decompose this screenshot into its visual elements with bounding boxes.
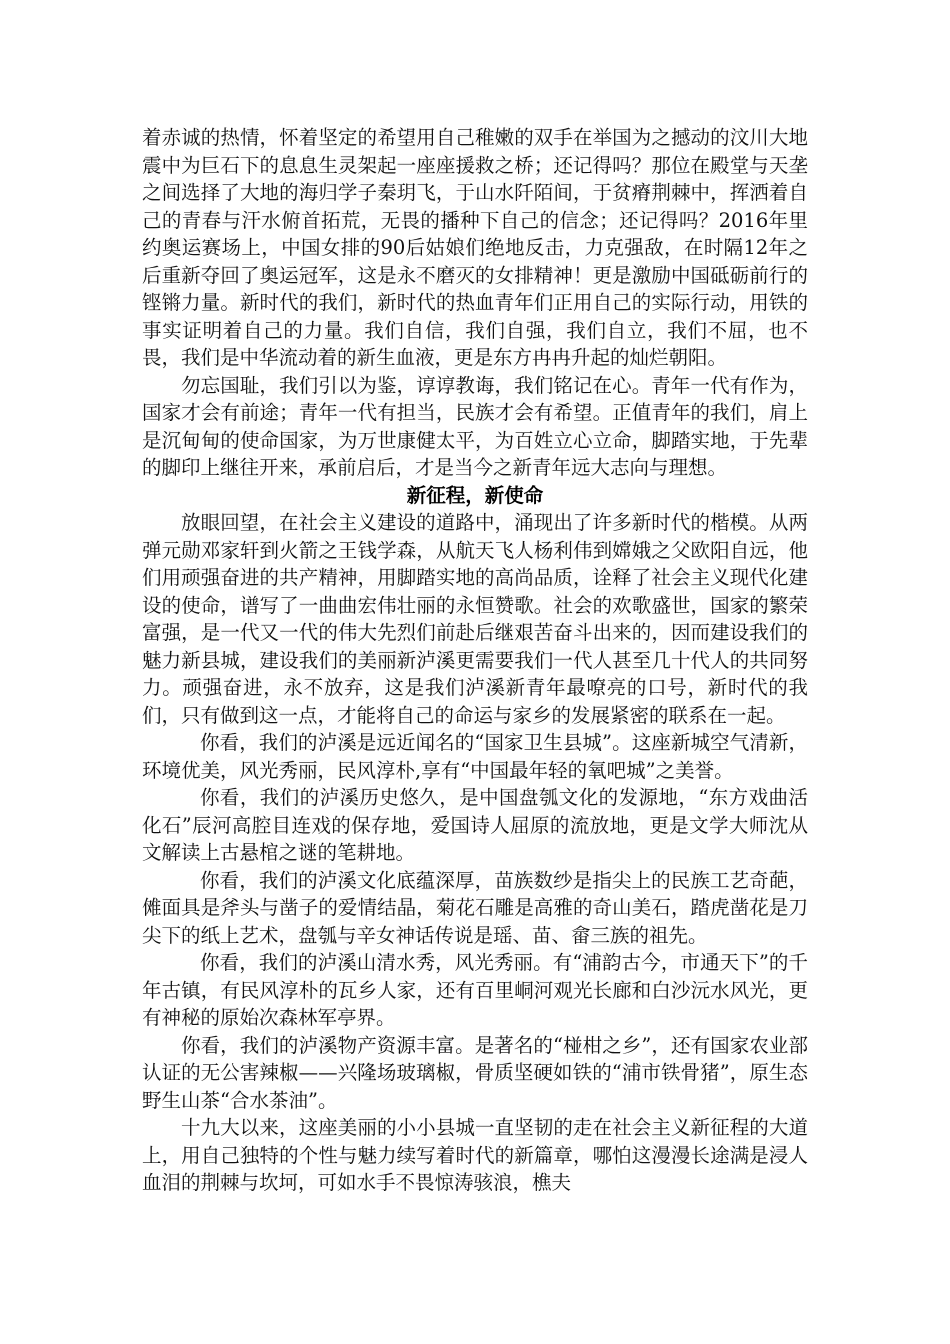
paragraph-health-county: 你看，我们的泸溪是远近闻名的“国家卫生县城”。这座新城空气清新，环境优美，风光秀丽，民风淳朴,享有“中国最年轻的氧吧城”之美誉。	[142, 731, 808, 782]
paragraph-national-humiliation: 勿忘国耻，我们引以为鉴，谆谆教诲，我们铭记在心。青年一代有作为，国家才会有前途；青年一代有担当，民族才会有希望。正值青年的我们，肩上是沉甸甸的使命国家，为万世康健太平，为百姓立心立命，脚踏实地，于先辈的脚印上继往开来，承前启后，才是当今之新青年远大志向与理想。	[142, 373, 808, 479]
paragraph-continuation: 着赤诚的热情，怀着坚定的希望用自己稚嫩的双手在举国为之撼动的汶川大地震中为巨石下的息息生灵架起一座座援救之桥；还记得吗？那位在殿堂与天垄之间选择了大地的海归学子秦玥飞，于山水阡陌间，于贫瘠荆棘中，挥洒着自己的青春与汗水俯首拓荒，无畏的播种下自己的信念；还记得吗？2016年里约奥运赛场上，中国女排的90后姑娘们绝地反击，力克强敌，在时隔12年之后重新夺回了奥运冠军，这是永不磨灭的女排精神！更是激励中国砥砺前行的铿锵力量。新时代的我们，新时代的热血青年们正用自己的实际行动，用铁的事实证明着自己的力量。我们自信，我们自强，我们自立，我们不屈，也不畏，我们是中华流动着的新生血液，更是东方冉冉升起的灿烂朝阳。	[142, 126, 808, 369]
paragraph-products: 你看，我们的泸溪物产资源丰富。是著名的“椪柑之乡”，还有国家农业部认证的无公害辣椒——兴隆场玻璃椒，骨质坚硬如铁的“浦市铁骨猪”，原生态野生山茶“合水茶油”。	[142, 1033, 808, 1112]
section-heading: 新征程，新使命	[406, 483, 544, 507]
paragraph-role-models: 放眼回望，在社会主义建设的道路中，涌现出了许多新时代的楷模。从两弹元勋邓家轩到火箭之王钱学森，从航天飞人杨利伟到嫦娥之父欧阳自远，他们用顽强奋进的共产精神，用脚踏实地的高尚品质，诠释了社会主义现代化建设的使命，谱写了一曲曲宏伟壮丽的永恒赞歌。社会的欢歌盛世，国家的繁荣富强，是一代又一代的伟大先烈们前赴后继艰苦奋斗出来的，因而建设我们的魅力新县城，建设我们的美丽新泸溪更需要我们一代人甚至几十代人的共同努力。顽强奋进，永不放弃，这是我们泸溪新青年最嘹亮的口号，新时代的我们，只有做到这一点，才能将自己的命运与家乡的发展紧密的联系在一起。	[142, 511, 808, 727]
paragraph-scenery: 你看，我们的泸溪山清水秀，风光秀丽。有“浦韵古今，市通天下”的千年古镇，有民风淳朴的瓦乡人家，还有百里峒河观光长廊和白沙沅水风光，更有神秘的原始次森林军亭界。	[142, 951, 808, 1029]
paragraph-history: 你看，我们的泸溪历史悠久，是中国盘瓠文化的发源地，“东方戏曲活化石”辰河高腔目连戏的保存地，爱国诗人屈原的流放地，更是文学大师沈从文解读上古悬棺之谜的笔耕地。	[142, 786, 808, 864]
document-body	[142, 124, 808, 1197]
paragraph-culture: 你看，我们的泸溪文化底蕴深厚，苗族数纱是指尖上的民族工艺奇葩，傩面具是斧头与凿子的爱情结晶，菊花石雕是高雅的奇山美石，踏虎凿花是刀尖下的纸上艺术，盘瓠与辛女神话传说是瑶、苗、畲三族的祖先。	[142, 868, 808, 947]
paragraph-new-journey: 十九大以来，这座美丽的小小县城一直坚韧的走在社会主义新征程的大道上，用自己独特的个性与魅力续写着时代的新篇章，哪怕这漫漫长途满是浸人血泪的荆棘与坎坷，可如水手不畏惊涛骇浪，樵夫	[142, 1116, 808, 1194]
